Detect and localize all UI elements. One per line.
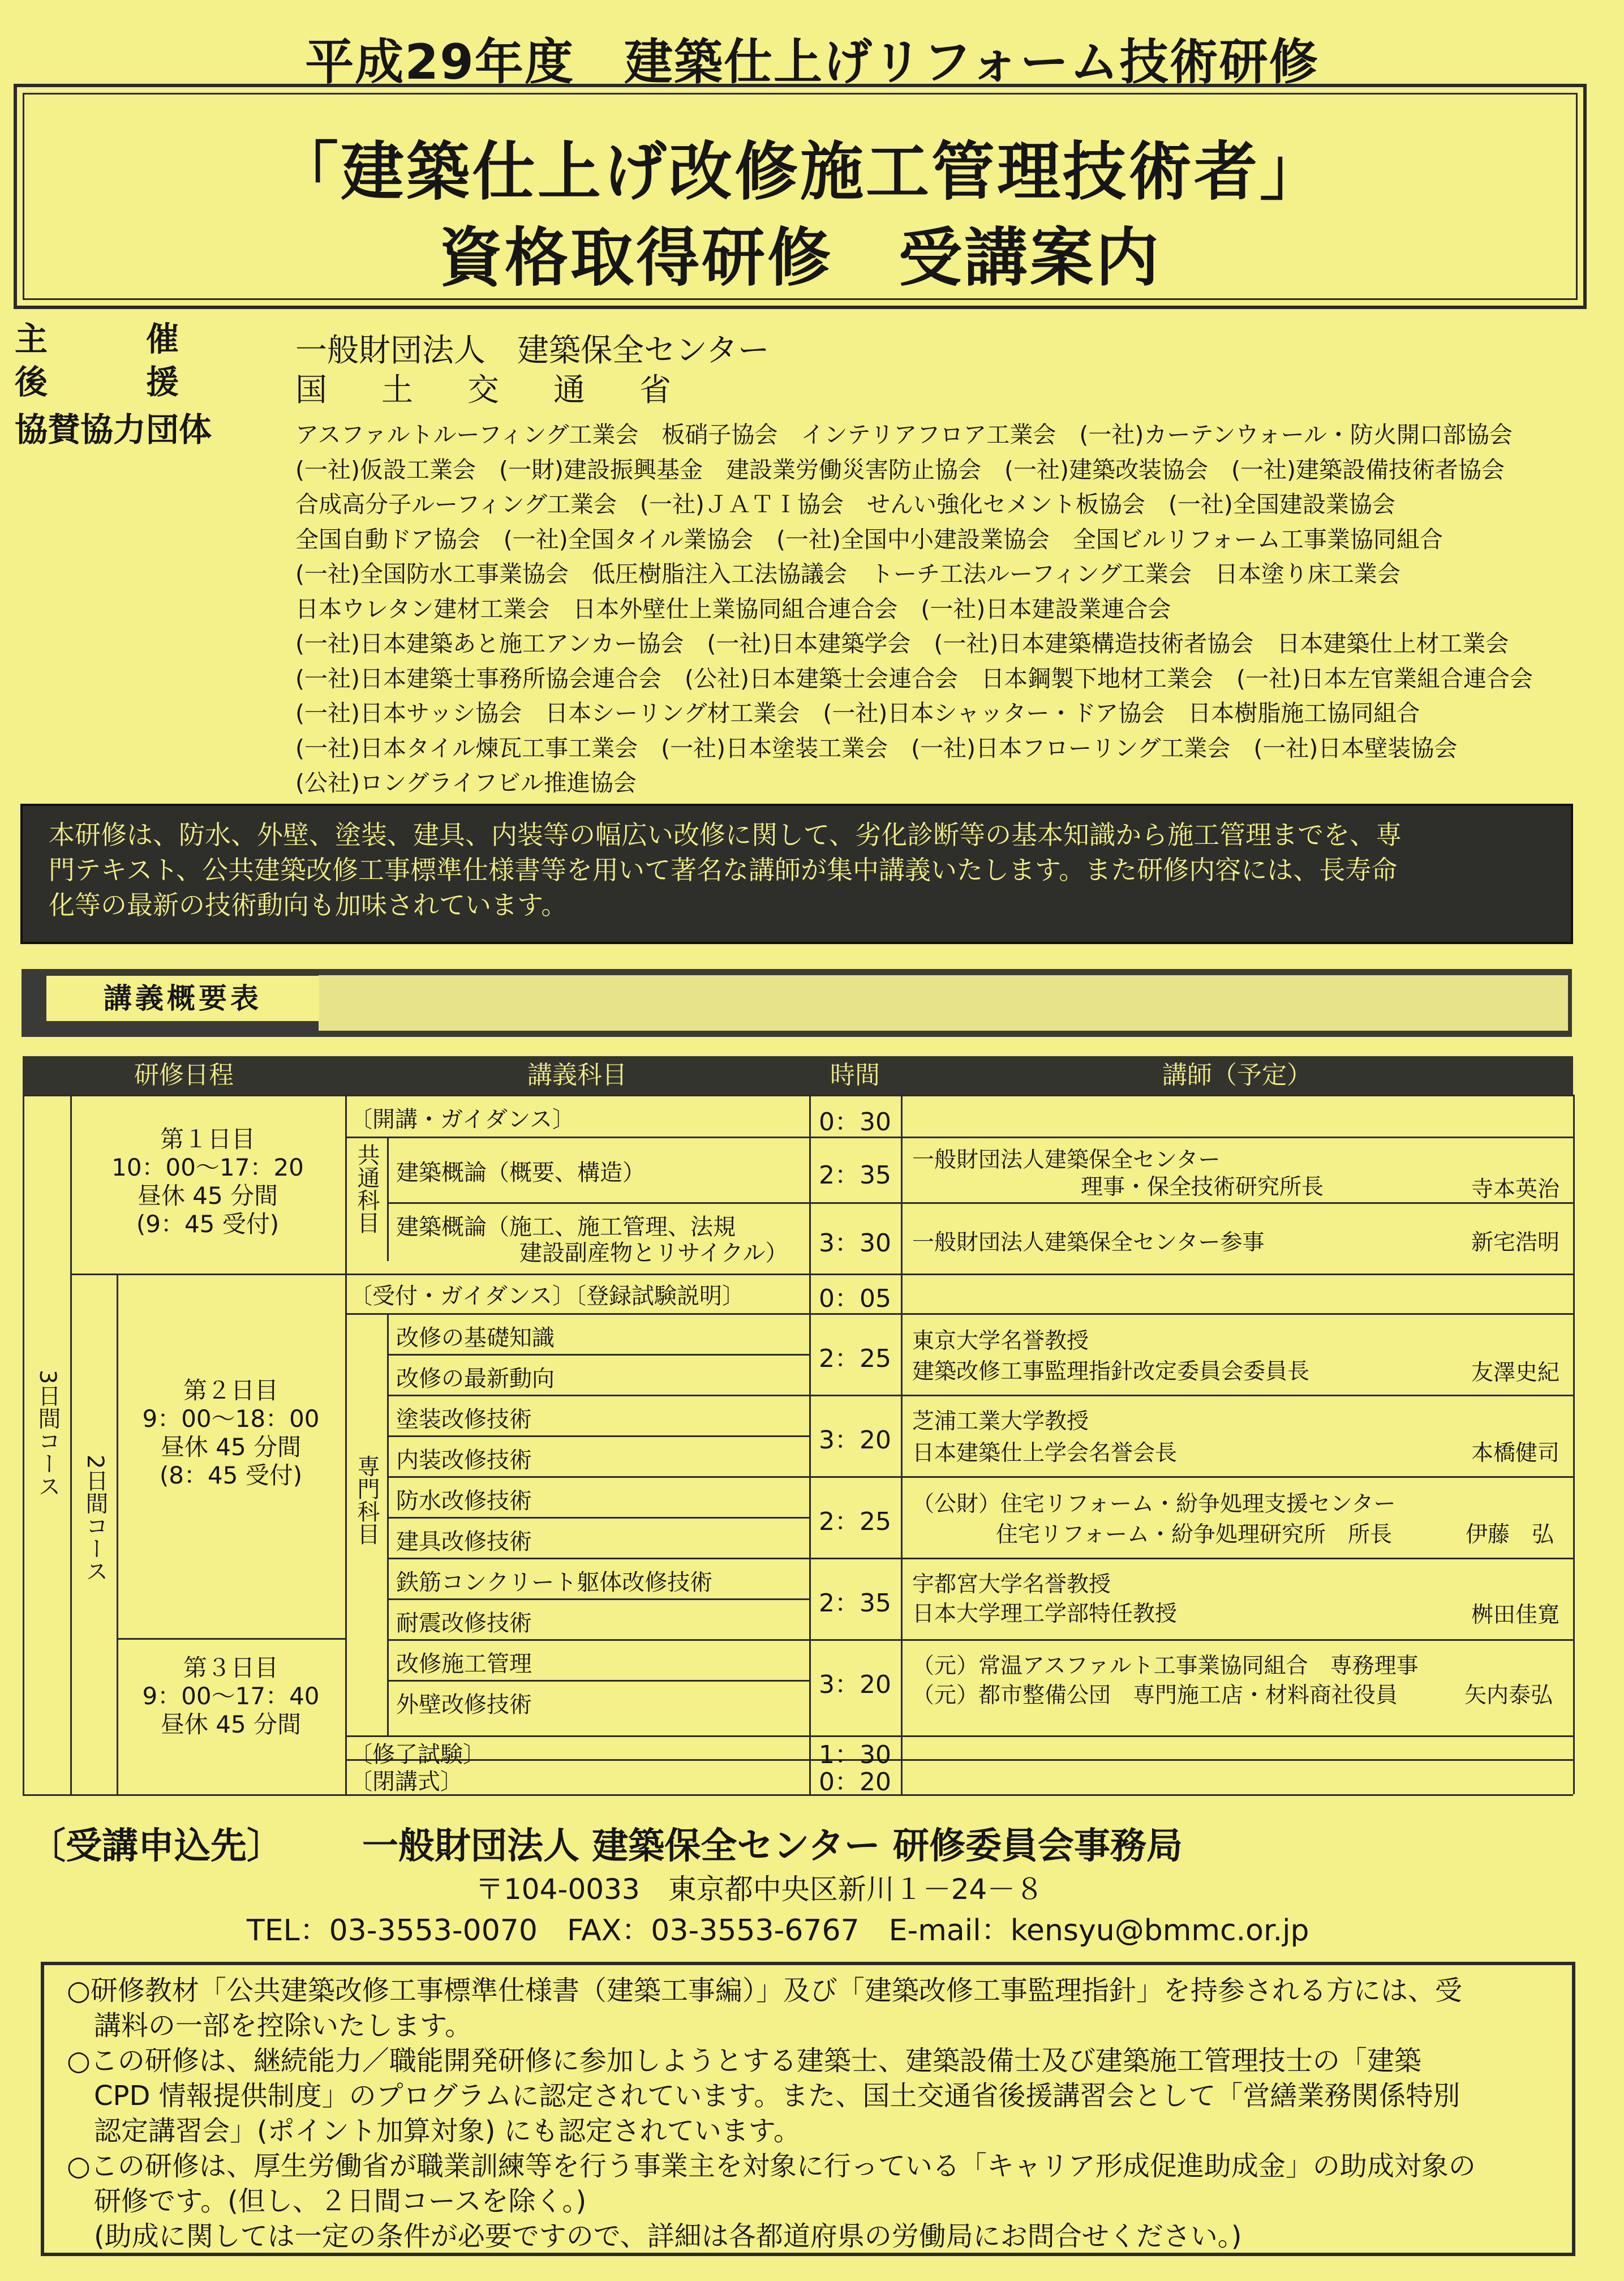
day1-reception: (9：45 受付) [136,1210,280,1238]
gaiyo2-subject-line1: 建築概論（施工、施工管理、法規 [396,1214,736,1240]
special-instructor-1-2-line2: 建築改修工事監理指針改定委員会委員長 [912,1359,1310,1384]
gaiyo1-time: 2：35 [819,1161,891,1190]
special-subject-10: 外壁改修技術 [396,1692,532,1718]
sponsor-line: 日本ウレタン建材工業会 日本外壁仕上業協同組合連合会 (一社)日本建設業連合会 [295,595,1171,623]
contact-phone-fax-email: TEL：03-3553-0070 FAX：03-3553-6767 E-mail：kensyu@bmmc.or.jp [247,1914,1309,1948]
course-3day-label [34,1370,59,1497]
special-subject-3: 塗装改修技術 [396,1407,532,1433]
special-subject-4: 内装改修技術 [396,1447,532,1473]
special-instructor-9-10-line2: （元）都市整備公団 専門施工店・材料商社役員 [912,1683,1398,1708]
day2-title: 第２日目 [183,1377,278,1404]
table-line [387,1680,809,1682]
special-subject-6: 建具改修技術 [396,1529,532,1555]
main-title-line1: 「建築仕上げ改修施工管理技術者」 [275,135,1325,209]
common-group-label [353,1143,378,1234]
table-line [23,1095,1573,1096]
intro-box [20,804,1573,944]
special-instructor-3-4-name: 本橋健司 [1471,1440,1560,1466]
special-time-9-10: 3：20 [819,1670,891,1699]
table-line [23,1794,1573,1796]
host-value: 一般財団法人 建築保全センター [295,332,770,369]
opening-time: 0：30 [819,1108,891,1137]
sponsor-line: アスファルトルーフィング工業会 板硝子協会 インテリアフロア工業会 (一社)カーテンウォール・防火開口部協会 [295,421,1513,448]
header-schedule: 研修日程 [134,1061,234,1090]
sponsor-line: (一社)日本タイル煉瓦工事工業会 (一社)日本塗装工業会 (一社)日本フローリング工業会 (一社)日本壁装協会 [295,734,1458,762]
note-line: ○この研修は、継続能力／職能開発研修に参加しようとする建築士、建築設備士及び建築施工管理技士の「建築 [67,2045,1421,2077]
note-line: 研修です。(但し、２日間コースを除く。) [67,2185,587,2217]
notes-box [41,1962,1575,2256]
note-line: CPD 情報提供制度」のプログラムに認定されています。また、国土交通省後援講習会として「営繕業務関係特別 [67,2080,1460,2112]
special-instructor-9-10-name: 矢内泰弘 [1464,1683,1553,1708]
host-label: 主 催 [15,320,179,358]
course-2day-label [81,1455,106,1582]
day2-reception: (8：45 受付) [159,1461,303,1489]
table-line [387,1137,389,1261]
special-instructor-5-6-line1: （公財）住宅リフォーム・紛争処理支援センター [912,1491,1396,1517]
gaiyo2-instructor-name: 新宅浩明 [1471,1230,1560,1255]
note-line: ○この研修は、厚生労働省が職業訓練等を行う事業主を対象に行っている「キャリア形成促進助成金」の助成対象の [67,2150,1476,2182]
gaiyo1-instructor-line1: 一般財団法人建築保全センター [912,1147,1221,1173]
special-group-label [353,1455,378,1545]
exam-time: 1：30 [819,1740,891,1769]
table-line [387,1313,389,1735]
special-subject-9: 改修施工管理 [396,1651,532,1677]
table-line [387,1517,809,1519]
day3-title: 第３日目 [183,1654,278,1682]
reception-subject: 〔受付・ガイダンス〕〔登録試験説明〕 [350,1283,745,1309]
exam-subject: 〔修了試験〕 [350,1742,486,1768]
top-title: 平成29年度 建築仕上げリフォーム技術研修 [305,34,1319,91]
table-line [117,1638,345,1640]
gaiyo2-instructor: 一般財団法人建築保全センター参事 [912,1230,1265,1255]
note-line: ○研修教材「公共建築改修工事標準仕様書（建築工事編）」及び「建築改修工事監理指針」を持参される方には、受 [67,1975,1462,2006]
gaiyo2-time: 3：30 [819,1229,891,1258]
special-instructor-5-6-name: 伊藤 弘 [1466,1522,1554,1547]
sponsor-line: (公社)ロングライフビル推進協会 [295,769,637,796]
contact-organization: 一般財団法人 建築保全センター 研修委員会事務局 [362,1825,1183,1867]
opening-subject: 〔開講・ガイダンス〕 [350,1107,575,1133]
table-line [387,1598,809,1600]
sponsor-line: (一社)全国防水工事業協会 低圧樹脂注入工法協議会 トーチ工法ルーフィング工業会 日本塗り床工業会 [295,560,1400,588]
contact-address: 〒104-0033 東京都中央区新川１－24－８ [475,1873,1044,1906]
special-time-7-8: 2：35 [819,1589,891,1618]
day1-schedule [70,1125,345,1238]
main-title-line2: 資格取得研修 受講案内 [439,221,1161,295]
table-line [387,1354,809,1356]
header-instructor: 講師（予定） [1162,1061,1312,1090]
table-line [387,1639,1573,1641]
special-instructor-7-8-line1: 宇都宮大学名誉教授 [912,1572,1111,1597]
day1-title: 第１日目 [160,1125,255,1153]
special-time-5-6: 2：25 [819,1507,891,1536]
table-line [387,1395,1573,1396]
closing-subject: 〔閉講式〕 [350,1769,463,1795]
note-line: 講料の一部を控除いたします。 [67,2010,472,2042]
course-3day-text: 3日間コース [35,1370,61,1498]
table-line [345,1735,1573,1737]
special-group-text: 専門科目 [354,1455,380,1545]
header-time: 時間 [830,1061,880,1090]
table-line [345,1313,1573,1315]
contact-label: 〔受講申込先〕 [29,1825,283,1867]
closing-time: 0：20 [819,1768,891,1796]
special-time-3-4: 3：20 [819,1426,891,1455]
sponsor-line: (一社)日本サッシ協会 日本シーリング材工業会 (一社)日本シャッター・ドア協会 日本樹脂施工協同組合 [295,700,1420,727]
table-line [387,1558,1573,1559]
special-instructor-5-6-line2: 住宅リフォーム・紛争処理研究所 所長 [996,1522,1393,1547]
special-instructor-7-8-line2: 日本大学理工学部特任教授 [912,1601,1178,1627]
support-label: 後 援 [15,363,179,401]
special-subject-7: 鉄筋コンクリート躯体改修技術 [396,1570,713,1596]
reception-time: 0：05 [819,1284,891,1313]
common-group-text: 共通科目 [354,1143,380,1234]
table-line [901,1095,903,1794]
intro-line: 門テキスト、公共建築改修工事標準仕様書等を用いて著名な講師が集中講義いたします。また研修内容には、長寿命 [49,855,1398,885]
gaiyo1-instructor-line2: 理事・保全技術研究所長 [1081,1174,1324,1200]
table-line [345,1759,1573,1761]
sponsor-line: 全国自動ドア協会 (一社)全国タイル業協会 (一社)全国中小建設業協会 全国ビルリフォーム工事業協同組合 [295,525,1443,553]
note-line: 認定講習会」(ポイント加算対象) にも認定されています。 [67,2115,801,2147]
intro-line: 化等の最新の技術動向も加味されています。 [49,890,568,920]
table-line [70,1274,1573,1275]
sponsor-line: 合成高分子ルーフィング工業会 (一社)ＪＡＴＩ協会 せんい強化セメント板協会 (一社)全国建設業協会 [295,491,1395,518]
sponsor-line: (一社)日本建築あと施工アンカー協会 (一社)日本建築学会 (一社)日本建築構造技術者協会 日本建築仕上材工業会 [295,630,1509,657]
special-instructor-7-8-name: 桝田佳寛 [1471,1602,1560,1628]
support-value: 国 土 交 通 省 [295,372,682,409]
day2-hours: 9：00～18：00 [142,1405,320,1433]
day1-lunch: 昼休 45 分間 [137,1182,278,1210]
gaiyo2-subject-line2: 建設副産物とリサイクル） [519,1240,788,1266]
section-bar-panel [317,974,1570,1032]
day1-hours: 10：00～17：20 [111,1154,304,1181]
special-subject-2: 改修の最新動向 [396,1366,555,1392]
day3-lunch: 昼休 45 分間 [160,1710,302,1738]
course-2day-text: 2日間コース [82,1455,108,1583]
special-subject-8: 耐震改修技術 [396,1610,532,1636]
day2-lunch: 昼休 45 分間 [160,1433,302,1461]
gaiyo1-subject: 建築概論（概要、構造） [396,1160,645,1186]
sponsor-line: (一社)仮設工業会 (一財)建設振興基金 建設業労働災害防止協会 (一社)建築改装協会 (一社)建築設備技術者協会 [295,456,1505,483]
table-line [23,1095,24,1794]
special-subject-1: 改修の基礎知識 [396,1325,555,1351]
table-line [387,1476,1573,1478]
special-instructor-3-4-line1: 芝浦工業大学教授 [912,1409,1089,1434]
special-subject-5: 防水改修技術 [396,1488,532,1514]
special-instructor-3-4-line2: 日本建築仕上学会名誉会長 [912,1440,1178,1466]
header-subject: 講義科目 [527,1061,627,1090]
day3-schedule [117,1654,345,1739]
main-title-box [14,84,1587,309]
table-line [387,1202,1573,1204]
note-line: (助成に関しては一定の条件が必要ですので、詳細は各都道府県の労働局にお問合せください。) [67,2220,1242,2252]
section-title: 講義概要表 [46,976,319,1021]
special-instructor-1-2-name: 友澤史紀 [1471,1360,1560,1386]
day3-hours: 9：00～17：40 [142,1682,320,1710]
gaiyo1-instructor-name: 寺本英治 [1471,1177,1560,1202]
special-time-1-2: 2：25 [819,1344,891,1373]
special-instructor-9-10-line1: （元）常温アスファルト工事業協同組合 専務理事 [912,1653,1419,1679]
sponsors-label: 協賛協力団体 [15,410,212,449]
table-line [345,1137,1573,1138]
table-line [345,1095,347,1794]
intro-line: 本研修は、防水、外壁、塗装、建具、内装等の幅広い改修に関して、劣化診断等の基本知識から施工管理までを、専 [49,820,1402,850]
special-instructor-1-2-line1: 東京大学名誉教授 [912,1328,1089,1354]
sponsor-line: (一社)日本建築士事務所協会連合会 (公社)日本建築士会連合会 日本鋼製下地材工業会 (一社)日本左官業組合連合会 [295,664,1533,692]
sponsor-list [295,418,1597,801]
table-line [387,1435,809,1437]
table-line [1573,1095,1575,1794]
day2-schedule [117,1377,345,1490]
